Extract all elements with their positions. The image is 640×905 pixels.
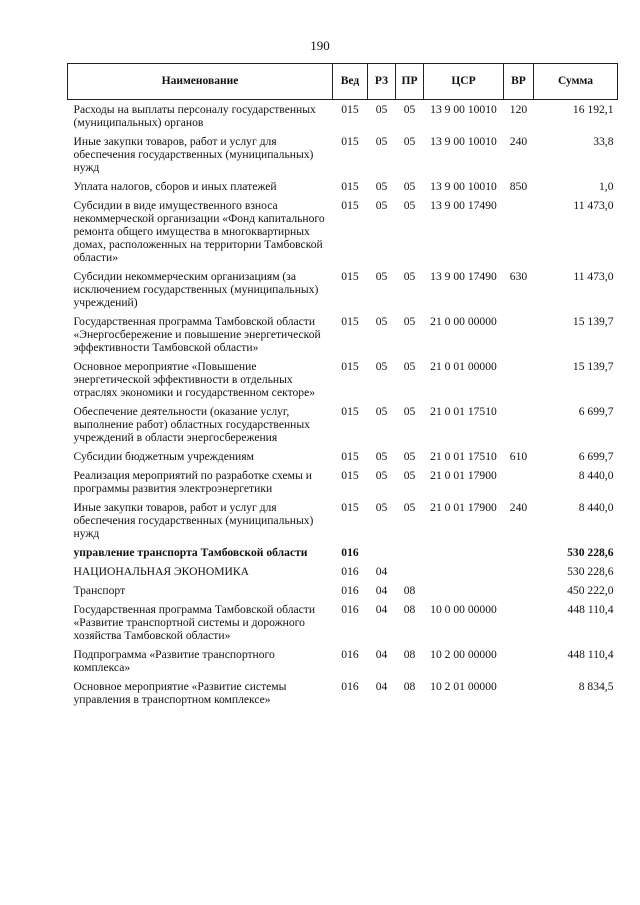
- cell-pr: 05: [403, 103, 416, 116]
- cell-rz: 05: [375, 501, 388, 514]
- cell-pr: 05: [403, 315, 416, 328]
- cell-rz: 04: [375, 648, 388, 661]
- header-rz: РЗ: [368, 64, 396, 100]
- cell-rz: [368, 546, 396, 565]
- cell-vr: 630: [509, 270, 528, 283]
- cell-sum: 530 228,6: [567, 546, 614, 559]
- cell-vr: 120: [509, 103, 528, 116]
- table-row: [68, 469, 618, 501]
- cell-pr: 05: [403, 180, 416, 193]
- cell-name: Субсидии бюджетным учреждениям: [73, 450, 254, 463]
- cell-name: Расходы на выплаты персоналу государственных (муниципальных) органов: [73, 103, 316, 129]
- cell-vr: 610: [509, 450, 528, 463]
- cell-sum: 1,0: [599, 180, 614, 193]
- cell-sum: 448 110,4: [567, 648, 614, 661]
- header-ved: Вед: [333, 64, 368, 100]
- header-sum: Сумма: [534, 64, 618, 100]
- cell-pr: [396, 546, 424, 565]
- cell-rz: 05: [375, 360, 388, 373]
- cell-csr: 13 9 00 17490: [430, 199, 497, 212]
- cell-vr: [504, 199, 534, 270]
- table-row: [68, 648, 618, 680]
- cell-sum: 15 139,7: [572, 360, 614, 373]
- cell-vr: [504, 546, 534, 565]
- page-number: 190: [310, 38, 330, 53]
- cell-name: НАЦИОНАЛЬНАЯ ЭКОНОМИКА: [73, 565, 250, 578]
- cell-csr: 21 0 01 17900: [430, 469, 497, 482]
- table-row: [68, 501, 618, 546]
- budget-table: [67, 63, 618, 712]
- cell-csr: 13 9 00 17490: [430, 270, 497, 283]
- cell-sum: 11 473,0: [573, 199, 614, 212]
- cell-csr: 13 9 00 10010: [430, 180, 497, 193]
- cell-ved: 015: [341, 501, 359, 514]
- cell-pr: 05: [403, 199, 416, 212]
- cell-pr: [396, 565, 424, 584]
- cell-vr: 240: [509, 135, 528, 148]
- cell-ved: 015: [341, 199, 359, 212]
- cell-sum: 530 228,6: [567, 565, 614, 578]
- cell-name: Реализация мероприятий по разработке схемы и программы развития электроэнергетики: [73, 469, 312, 495]
- table-row: [68, 270, 618, 315]
- cell-pr: 05: [403, 469, 416, 482]
- cell-vr: [504, 603, 534, 648]
- table-row: [68, 450, 618, 469]
- cell-sum: 16 192,1: [572, 103, 614, 116]
- cell-sum: 8 440,0: [578, 501, 614, 514]
- cell-ved: 016: [341, 565, 359, 578]
- cell-rz: 05: [375, 103, 388, 116]
- cell-csr: [424, 565, 504, 584]
- cell-vr: 240: [509, 501, 528, 514]
- cell-vr: [504, 565, 534, 584]
- cell-vr: [504, 360, 534, 405]
- cell-vr: [504, 584, 534, 603]
- cell-ved: 015: [341, 315, 359, 328]
- cell-vr: [504, 648, 534, 680]
- cell-vr: [504, 405, 534, 450]
- cell-rz: 05: [375, 469, 388, 482]
- cell-name: Субсидии некоммерческим организациям (за исключением государственных (муниципальных) учреждений): [73, 270, 319, 309]
- cell-rz: 05: [375, 180, 388, 193]
- header-csr: ЦСР: [424, 64, 504, 100]
- cell-csr: 13 9 00 10010: [430, 103, 497, 116]
- cell-vr: [504, 315, 534, 360]
- header-vr: ВР: [504, 64, 534, 100]
- cell-csr: 21 0 01 17510: [430, 450, 497, 463]
- cell-pr: 05: [403, 270, 416, 283]
- cell-rz: 04: [375, 584, 388, 597]
- cell-sum: 6 699,7: [578, 405, 614, 418]
- table-body: [68, 100, 618, 713]
- cell-csr: 10 2 00 00000: [430, 648, 497, 661]
- cell-name: Транспорт: [73, 584, 126, 597]
- cell-pr: 05: [403, 501, 416, 514]
- cell-csr: [424, 546, 504, 565]
- cell-ved: 015: [341, 270, 359, 283]
- table-row: [68, 405, 618, 450]
- cell-name: Государственная программа Тамбовской области «Развитие транспортной системы и дорожного хозяйства Тамбовской области»: [73, 603, 316, 642]
- cell-sum: 8 834,5: [578, 680, 614, 693]
- cell-csr: 21 0 00 00000: [430, 315, 497, 328]
- cell-name: Государственная программа Тамбовской области «Энергосбережение и повышение энергетической эффективности Тамбовской области»: [73, 315, 321, 354]
- table-row: [68, 584, 618, 603]
- cell-ved: 015: [341, 180, 359, 193]
- cell-csr: 13 9 00 10010: [430, 135, 497, 148]
- cell-csr: 10 0 00 00000: [430, 603, 497, 616]
- cell-name: Подпрограмма «Развитие транспортного комплекса»: [73, 648, 275, 674]
- cell-csr: 10 2 01 00000: [430, 680, 497, 693]
- table-row: [68, 100, 618, 136]
- cell-sum: 448 110,4: [567, 603, 614, 616]
- cell-ved: 015: [341, 469, 359, 482]
- cell-name: управление транспорта Тамбовской области: [73, 546, 308, 559]
- table-header-row: [68, 64, 618, 100]
- cell-pr: 08: [403, 648, 416, 661]
- cell-rz: 05: [375, 405, 388, 418]
- table-row: [68, 565, 618, 584]
- table-row: [68, 199, 618, 270]
- cell-pr: 08: [403, 680, 416, 693]
- table-row: [68, 360, 618, 405]
- cell-pr: 05: [403, 360, 416, 373]
- cell-sum: 6 699,7: [578, 450, 614, 463]
- cell-rz: 05: [375, 135, 388, 148]
- header-name: Наименование: [68, 64, 333, 100]
- cell-sum: 8 440,0: [578, 469, 614, 482]
- cell-name: Уплата налогов, сборов и иных платежей: [73, 180, 277, 193]
- table-row: [68, 680, 618, 712]
- cell-ved: 015: [341, 103, 359, 116]
- cell-pr: 08: [403, 603, 416, 616]
- cell-vr: 850: [509, 180, 528, 193]
- header-pr: ПР: [396, 64, 424, 100]
- cell-name: Иные закупки товаров, работ и услуг для обеспечения государственных (муниципальных) нужд: [73, 135, 314, 174]
- cell-pr: 05: [403, 405, 416, 418]
- cell-name: Иные закупки товаров, работ и услуг для обеспечения государственных (муниципальных) нужд: [73, 501, 314, 540]
- cell-vr: [504, 469, 534, 501]
- cell-ved: 016: [341, 584, 359, 597]
- table-row: [68, 546, 618, 565]
- cell-rz: 05: [375, 450, 388, 463]
- cell-ved: 015: [341, 135, 359, 148]
- cell-ved: 016: [341, 603, 359, 616]
- cell-vr: [504, 680, 534, 712]
- budget-table-container: [67, 63, 617, 712]
- cell-sum: 11 473,0: [573, 270, 614, 283]
- cell-ved: 016: [341, 648, 359, 661]
- cell-rz: 05: [375, 199, 388, 212]
- cell-rz: 05: [375, 315, 388, 328]
- table-row: [68, 180, 618, 199]
- cell-sum: 33,8: [593, 135, 614, 148]
- cell-ved: 016: [341, 546, 359, 559]
- cell-name: Основное мероприятие «Развитие системы управления в транспортном комплексе»: [73, 680, 287, 706]
- cell-csr: [424, 584, 504, 603]
- cell-rz: 04: [375, 603, 388, 616]
- cell-sum: 450 222,0: [567, 584, 614, 597]
- cell-pr: 08: [403, 584, 416, 597]
- table-row: [68, 603, 618, 648]
- cell-ved: 016: [341, 680, 359, 693]
- cell-rz: 04: [375, 680, 388, 693]
- cell-sum: 15 139,7: [572, 315, 614, 328]
- cell-pr: 05: [403, 135, 416, 148]
- cell-csr: 21 0 01 00000: [430, 360, 497, 373]
- cell-ved: 015: [341, 405, 359, 418]
- cell-name: Обеспечение деятельности (оказание услуг, выполнение работ) областных государственных учреждений в области энергосбережения: [73, 405, 310, 444]
- cell-name: Основное мероприятие «Повышение энергетической эффективности в отдельных отраслях экономики и государственном секторе»: [73, 360, 316, 399]
- cell-ved: 015: [341, 450, 359, 463]
- table-row: [68, 135, 618, 180]
- cell-csr: 21 0 01 17900: [430, 501, 497, 514]
- cell-ved: 015: [341, 360, 359, 373]
- cell-rz: 05: [375, 270, 388, 283]
- cell-rz: 04: [375, 565, 388, 578]
- table-row: [68, 315, 618, 360]
- cell-pr: 05: [403, 450, 416, 463]
- cell-name: Субсидии в виде имущественного взноса некоммерческой организации «Фонд капитального ремонта общего имущества в многоквартирных домах, расположенных на территории Тамбовской области»: [73, 199, 325, 264]
- cell-csr: 21 0 01 17510: [430, 405, 497, 418]
